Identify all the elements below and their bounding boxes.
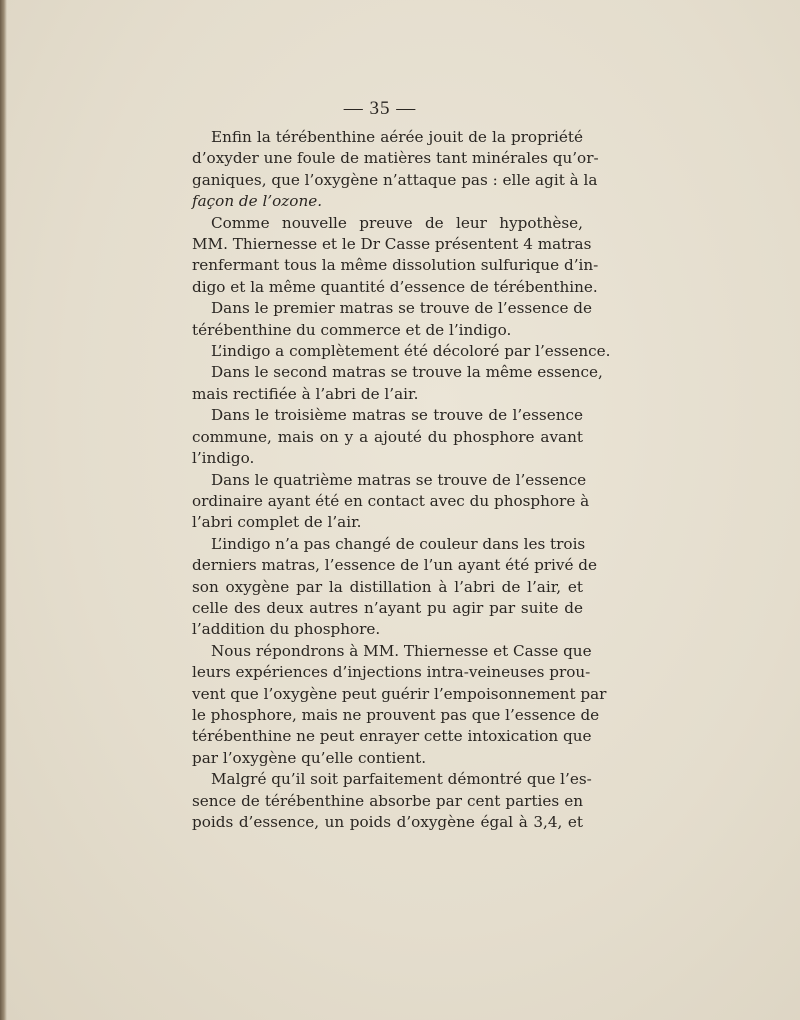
text-line: commune, mais on y a ajouté du phosphore avant (192, 427, 583, 446)
text-line: leurs expériences d’injections intra-veineuses prou- (192, 663, 591, 682)
text-line: Comme nouvelle preuve de leur hypothèse, (211, 213, 583, 232)
paragraph (173, 362, 603, 405)
text-line: Dans le quatrième matras se trouve de l’essence (211, 470, 587, 489)
text-line: l’indigo. (192, 449, 255, 468)
text-line: poids d’essence, un poids d’oxygène égal à 3,4, et (192, 813, 583, 831)
text-line: renfermant tous la même dissolution sulfurique d’in- (192, 256, 599, 275)
text-line (173, 191, 583, 212)
text-line: par l’oxygène qu’elle contient. (192, 748, 427, 767)
text-line: l’abri complet de l’air. (192, 513, 362, 532)
text-line: Dans le troisième matras se trouve de l’essence (211, 406, 583, 425)
text-line: derniers matras, l’essence de l’un ayant été privé de (192, 556, 598, 575)
text-line: celle des deux autres n’ayant pu agir par suite de (192, 598, 583, 617)
text-line: sence de térébenthine absorbe par cent parties en (192, 791, 583, 810)
paragraph (173, 298, 593, 341)
text-line: L’indigo n’a pas changé de couleur dans les trois (211, 534, 586, 553)
paragraph (173, 641, 607, 769)
paragraph (173, 127, 599, 213)
paragraph (173, 341, 611, 362)
paragraph (173, 213, 599, 299)
text-line: le phosphore, mais ne prouvent pas que l’essence de (192, 705, 600, 724)
text-line: Dans le second matras se trouve la même essence, (211, 363, 603, 382)
text-line: MM. Thiernesse et le Dr Casse présentent 4 matras (192, 235, 592, 254)
text-line: Enfin la térébenthine aérée jouit de la propriété (211, 128, 583, 146)
paragraph (173, 405, 583, 469)
paragraph (173, 470, 590, 534)
text-line: son oxygène par la distillation à l’abri de l’air, et (192, 577, 583, 596)
text-line: l’addition du phosphore. (192, 620, 381, 639)
text-line: digo et la même quantité d’essence de térébenthine. (192, 277, 598, 296)
text-line: Nous répondrons à MM. Thiernesse et Casse que (211, 641, 592, 660)
text-line: térébenthine ne peut enrayer cette intoxication que (192, 727, 592, 746)
binding-edge (0, 0, 7, 1020)
body-text (173, 127, 611, 833)
text-line: Malgré qu’il soit parfaitement démontré que l’es- (211, 770, 592, 789)
text-line: ordinaire ayant été en contact avec du phosphore à (192, 491, 590, 510)
text-line: ganiques, que l’oxygène n’attaque pas : elle agit à la (192, 170, 598, 189)
italic-phrase: façon de l’ozone. (192, 192, 323, 211)
paragraph (173, 769, 592, 833)
paragraph (173, 534, 598, 641)
text-line: térébenthine du commerce et de l’indigo. (192, 320, 512, 339)
page-number: — 35 — (343, 98, 417, 119)
text-line: mais rectifiée à l’abri de l’air. (192, 384, 419, 403)
text-line: Dans le premier matras se trouve de l’essence de (211, 299, 593, 318)
text-line: d’oxyder une foule de matières tant minérales qu’or- (192, 149, 599, 168)
text-line: vent que l’oxygène peut guérir l’empoisonnement par (192, 684, 607, 703)
text-line: L’indigo a complètement été décoloré par l’essence. (211, 342, 611, 361)
